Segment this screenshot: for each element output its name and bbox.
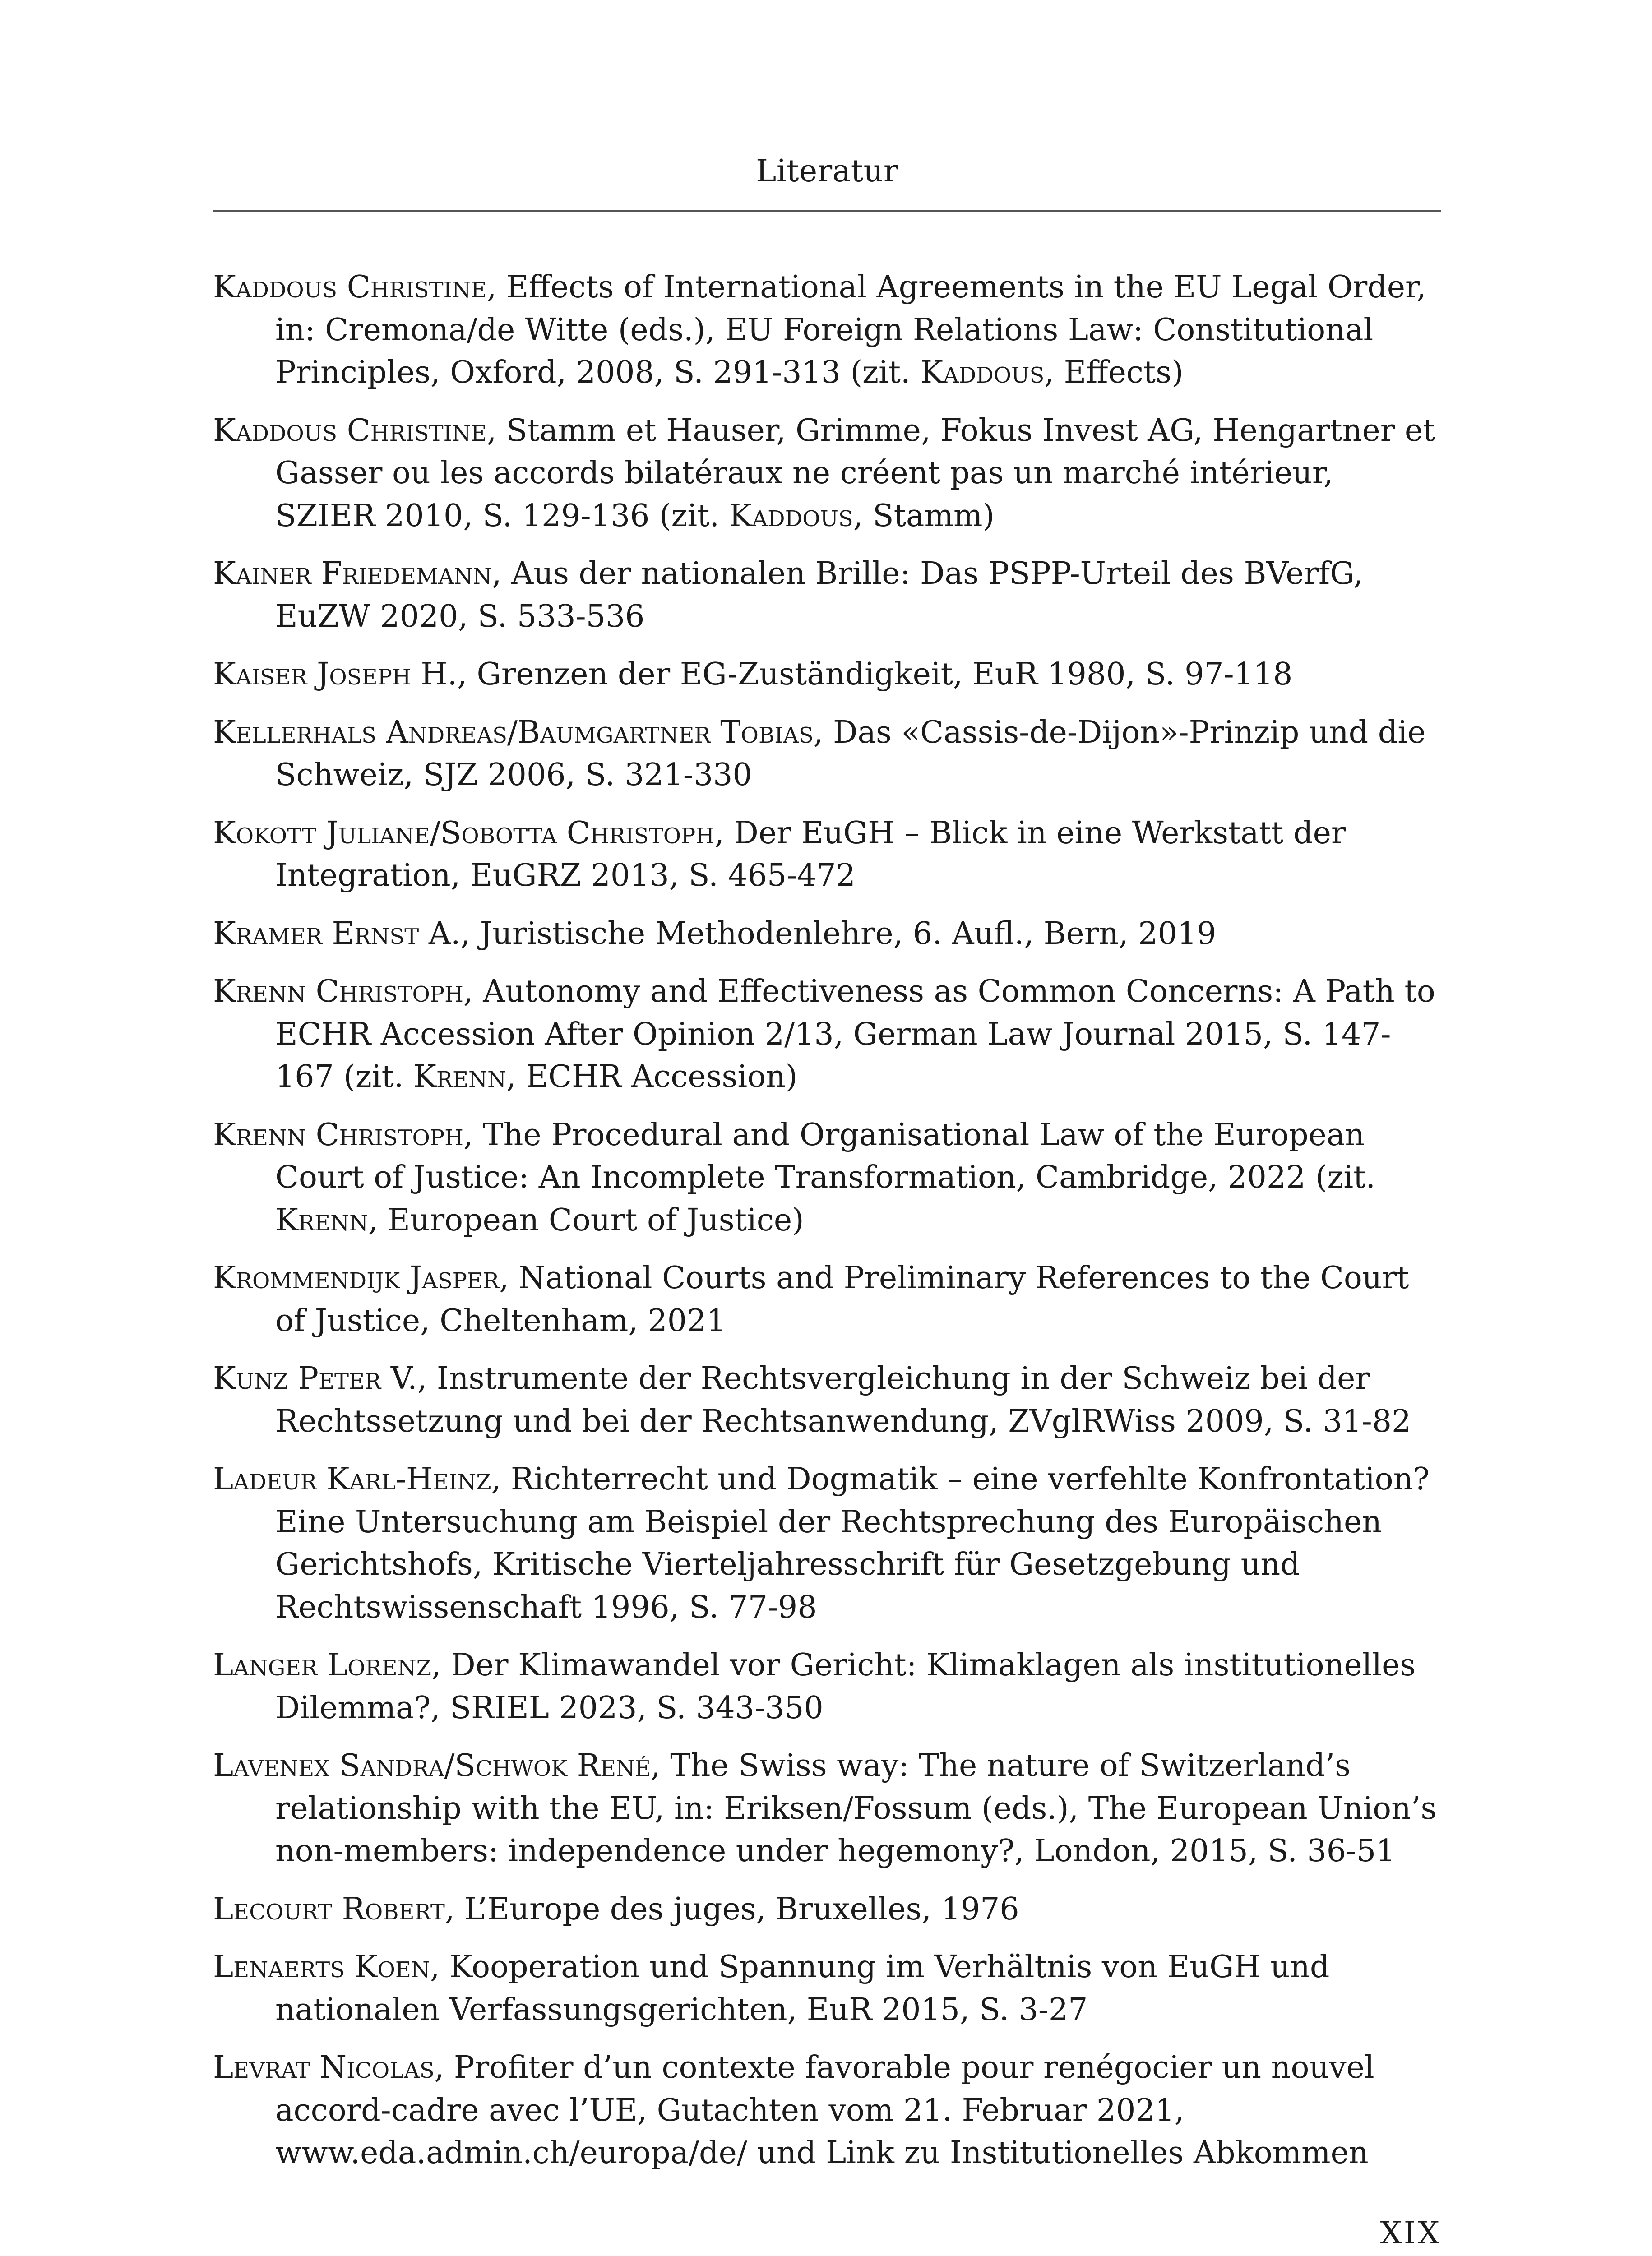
bibliography-entry	[213, 653, 1441, 696]
bibliography-entry	[213, 913, 1441, 956]
header-rule	[213, 210, 1441, 212]
entry-author: Lenaerts Koen	[213, 1949, 430, 1985]
entry-cite-author: Kaddous	[729, 498, 853, 534]
entry-text: , Autonomy and Effectiveness as Common Concerns: A Path to ECHR Accession After Opinion 2/13, German Law Journal 2015, S. 147-167 (zit.	[275, 974, 1435, 1095]
bibliography-entry	[213, 1946, 1441, 2031]
bibliography-entry	[213, 1114, 1441, 1242]
entry-text: A., Juristische Methodenlehre, 6. Aufl., Bern, 2019	[419, 915, 1217, 952]
bibliography-list	[213, 266, 1441, 2190]
bibliography-entry	[213, 2047, 1441, 2175]
entry-author: Krenn Christoph	[213, 1117, 463, 1153]
bibliography-entry	[213, 812, 1441, 897]
entry-author: Krommendijk Jasper	[213, 1260, 500, 1296]
entry-author: Krenn Christoph	[213, 974, 463, 1009]
entry-text: , Der EuGH – Blick in eine Werkstatt der Integration, EuGRZ 2013, S. 465-472	[275, 815, 1346, 893]
entry-text: , Richterrecht und Dogmatik – eine verfehlte Konfrontation? Eine Untersuchung am Beispiel der Rechtsprechung des Europäischen Gerichtshofs, Kritische Vierteljahresschrift für Gesetzgebung und Rechtswissenschaft 1996, S. 77-98	[275, 1461, 1430, 1625]
entry-text: H., Grenzen der EG-Zuständigkeit, EuR 1980, S. 97-118	[411, 656, 1293, 692]
entry-cite-rest: , Effects)	[1044, 355, 1184, 390]
entry-text: , L’Europe des juges, Bruxelles, 1976	[444, 1891, 1019, 1927]
entry-cite-author: Krenn	[275, 1202, 368, 1238]
entry-text: , National Courts and Preliminary References to the Court of Justice, Cheltenham, 2021	[275, 1260, 1409, 1339]
entry-cite-author: Kaddous	[920, 355, 1045, 390]
entry-text: , Profiter d’un contexte favorable pour renégocier un nouvel accord-cadre avec l’UE, Gutachten vom 21. Februar 2021, www.eda.admin.ch/europa/de/ und Link zu Institutionelles Abkommen	[275, 2050, 1374, 2171]
running-header: Literatur	[756, 153, 898, 189]
entry-author: Kokott Juliane/Sobotta Christoph	[213, 815, 715, 851]
entry-text: , The Swiss way: The nature of Switzerland’s relationship with the EU, in: Eriksen/Fossum (eds.), The European Union’s non-members: independence under hegemony?, London, 2015, S. 36-51	[275, 1748, 1437, 1869]
entry-text: , Stamm et Hauser, Grimme, Fokus Invest AG, Hengartner et Gasser ou les accords bilatéraux ne créent pas un marché intérieur, SZIER 2010, S. 129-136 (zit.	[275, 412, 1435, 534]
entry-author: Levrat Nicolas	[213, 2050, 435, 2085]
bibliography-entry	[213, 971, 1441, 1099]
entry-text: V., Instrumente der Rechtsvergleichung in der Schweiz bei der Rechtssetzung und bei der Rechtsanwendung, ZVglRWiss 2009, S. 31-82	[275, 1361, 1411, 1439]
bibliography-entry	[213, 1458, 1441, 1629]
entry-author: Lavenex Sandra/Schwok René	[213, 1748, 651, 1784]
bibliography-entry	[213, 553, 1441, 638]
bibliography-entry	[213, 1644, 1441, 1729]
entry-cite-rest: , Stamm)	[853, 498, 995, 534]
bibliography-entry	[213, 410, 1441, 538]
bibliography-entry	[213, 1745, 1441, 1873]
entry-author: Langer Lorenz	[213, 1647, 431, 1683]
entry-text: , Effects of International Agreements in the EU Legal Order, in: Cremona/de Witte (eds.), EU Foreign Relations Law: Constitutional Principles, Oxford, 2008, S. 291-313 (zit.	[275, 269, 1426, 390]
entry-author: Kunz Peter	[213, 1361, 381, 1396]
bibliography-entry	[213, 1358, 1441, 1443]
entry-author: Kaiser Joseph	[213, 656, 411, 692]
entry-author: Ladeur Karl-Heinz	[213, 1461, 491, 1497]
entry-author: Kaddous Christine	[213, 412, 487, 448]
page-number: XIX	[1380, 2215, 1441, 2251]
bibliography-entry	[213, 1257, 1441, 1342]
entry-author: Kaddous Christine	[213, 269, 487, 305]
entry-author: Kramer Ernst	[213, 915, 419, 952]
bibliography-entry	[213, 266, 1441, 394]
entry-text: , The Procedural and Organisational Law of the European Court of Justice: An Incomplete Transformation, Cambridge, 2022 (zit.	[275, 1117, 1376, 1195]
entry-author: Kellerhals Andreas/Baumgartner Tobias	[213, 714, 814, 750]
entry-author: Lecourt Robert	[213, 1891, 445, 1927]
entry-cite-rest: , European Court of Justice)	[368, 1202, 804, 1238]
entry-text: , Kooperation und Spannung im Verhältnis von EuGH und nationalen Verfassungsgerichten, EuR 2015, S. 3-27	[275, 1949, 1330, 2028]
entry-author: Kainer Friedemann	[213, 556, 492, 592]
entry-text: , Aus der nationalen Brille: Das PSPP-Urteil des BVerfG, EuZW 2020, S. 533-536	[275, 556, 1363, 634]
bibliography-entry	[213, 1888, 1441, 1931]
entry-text: , Das «Cassis-de-Dijon»-Prinzip und die Schweiz, SJZ 2006, S. 321-330	[275, 714, 1426, 793]
entry-cite-rest: , ECHR Accession)	[506, 1059, 798, 1095]
bibliography-entry	[213, 712, 1441, 797]
entry-cite-author: Krenn	[413, 1059, 507, 1095]
entry-text: , Der Klimawandel vor Gericht: Klimaklagen als institutionelles Dilemma?, SRIEL 2023, S. 343-350	[275, 1647, 1416, 1726]
